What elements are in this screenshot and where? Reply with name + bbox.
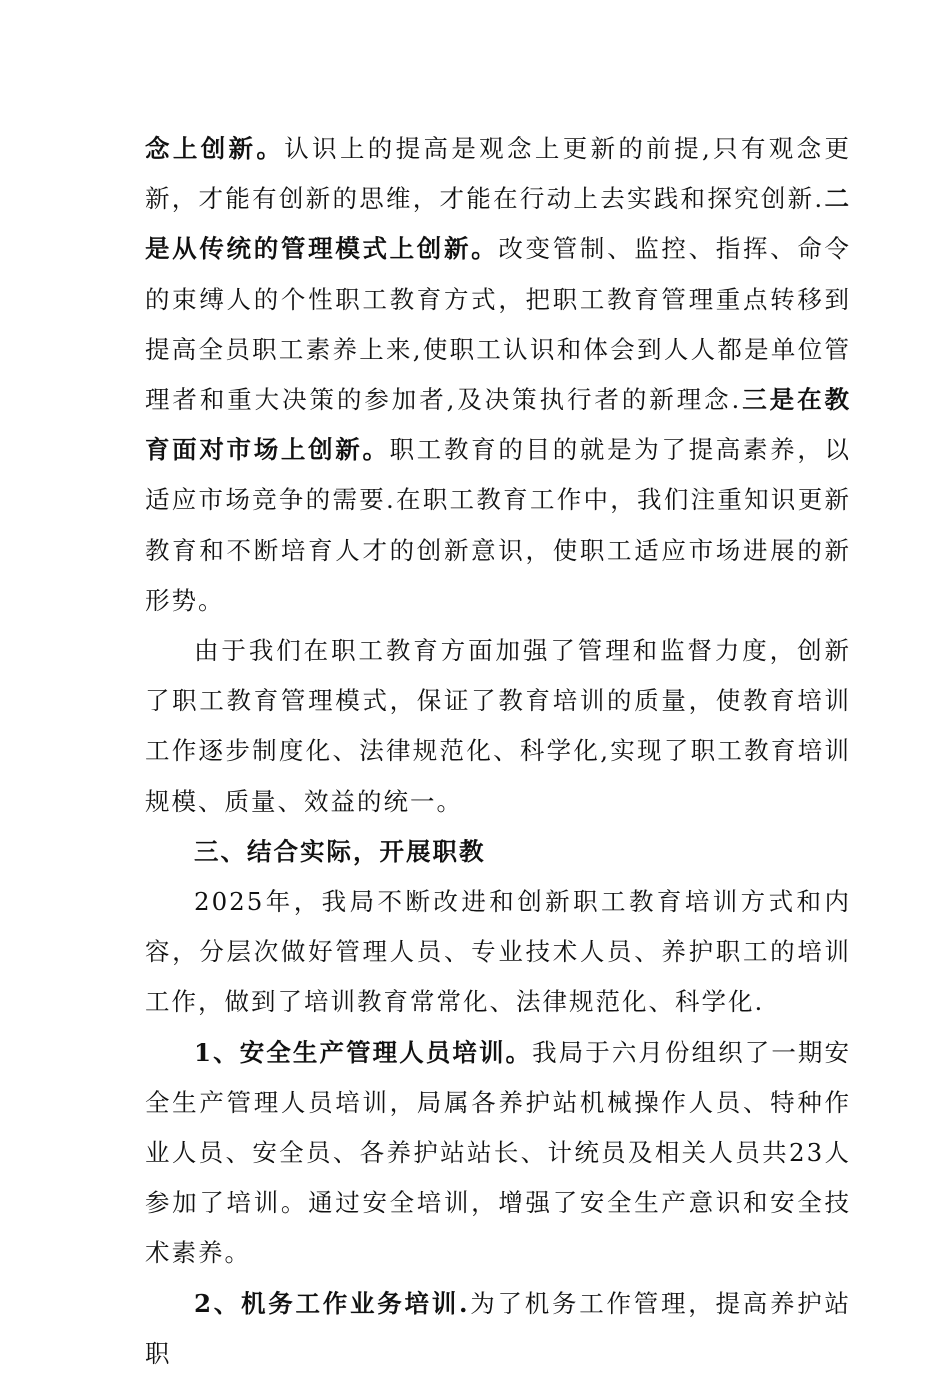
bold-phrase-concept-innovation: 念上创新。 — [145, 134, 285, 163]
paragraph-results: 由于我们在职工教育方面加强了管理和监督力度，创新了职工教育管理模式，保证了教育培训的质量，使教育培训工作逐步制度化、法律规范化、科学化,实现了职工教育培训规模、质量、效益的统一。 — [145, 636, 851, 816]
item-heading-mechanical-training: 2、机务工作业务培训. — [194, 1288, 470, 1318]
paragraph-innovation — [145, 124, 851, 626]
text-market-facing: 职工教育的目的就是为了提高素养，以适应市场竞争的需要.在职工教育工作中，我们注重知识更新教育和不断培育人才的创新意识，使职工适应市场进展的新形势。 — [145, 435, 852, 615]
paragraph-mechanical-training — [145, 1279, 851, 1379]
text-management-mode: 改变管制、监控、指挥、命令的束缚人的个性职工教育方式，把职工教育管理重点转移到提高全员职工素养上来,使职工认识和体会到人人都是单位管理者和重大决策的参加者,及决策执行者的新理念. — [145, 234, 852, 415]
paragraph-safety-training — [145, 1028, 851, 1279]
bold-phrase-management-mode: 二是从传统的管理模式上创新。 — [145, 184, 851, 264]
item-text-safety-training: 我局于六月份组织了一期安全生产管理人员培训，局属各养护站机械操作人员、特种作业人员、安全员、各养护站站长、计统员及相关人员共23人参加了培训。通过安全培训，增强了安全生产意识和安全技术素养。 — [145, 1037, 852, 1268]
bold-phrase-market-facing: 三是在教育面对市场上创新。 — [145, 385, 852, 465]
paragraph-2025-overview: 2025年，我局不断改进和创新职工教育培训方式和内容，分层次做好管理人员、专业技术人员、养护职工的培训工作，做到了培训教育常常化、法律规范化、科学化. — [145, 887, 851, 1017]
document-body — [145, 124, 851, 1379]
section-heading-3: 三、结合实际，开展职教 — [194, 836, 486, 866]
item-heading-safety-training: 1、安全生产管理人员培训。 — [194, 1037, 533, 1067]
text-concept-innovation: 认识上的提高是观念上更新的前提,只有观念更新，才能有创新的思维，才能在行动上去实践和探究创新. — [145, 134, 851, 214]
item-text-mechanical-training: 为了机务工作管理，提高养护站职 — [145, 1288, 851, 1368]
